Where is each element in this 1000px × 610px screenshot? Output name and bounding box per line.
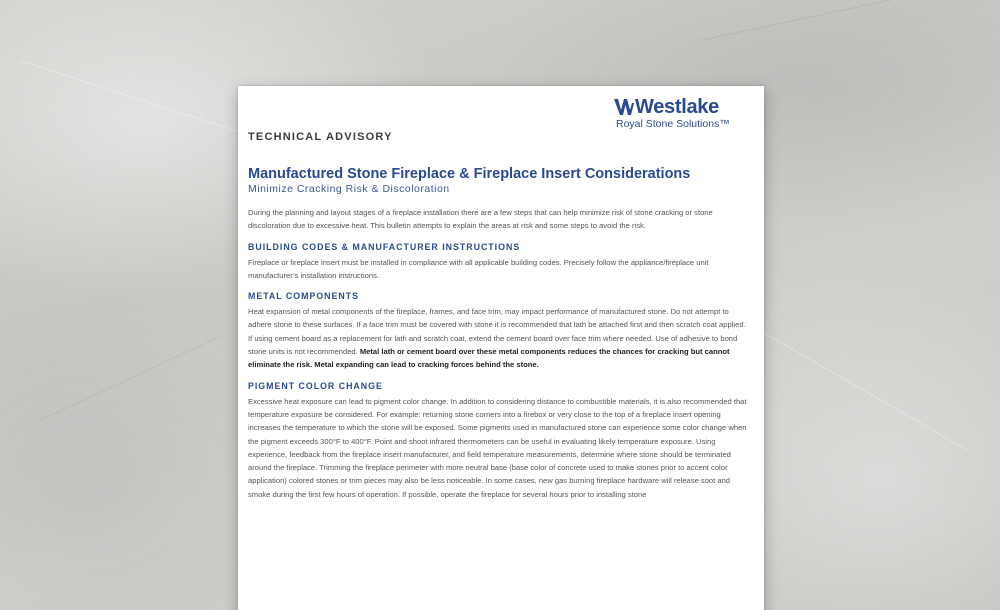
document-label: TECHNICAL ADVISORY [248, 131, 393, 143]
westlake-w-icon [614, 98, 634, 116]
section-body: Excessive heat exposure can lead to pigment color change. In addition to considering distance to combustible materials, it is also recommended that temperature exposure be considered. For example: returning stone corners into a firebox or very close to the top of a fireplace insert opening increases the temperature to which the stone will be exposed. Some pigments used in manufactured stone can experience some color change when the pigment exceeds 300°F to 400°F. Point and shoot infrared thermometers can be useful in evaluating likely temperature exposure. Using experience, feedback from the fireplace insert manufacturer, and field temperature measurements, determine where stone should be terminated around the fireplace. Trimming the fireplace perimeter with more neutral base (base color of concrete used to make stones prior to accent color application) colored stones or trim pieces may also be less noticeable. In some cases, new gas burning fireplace hardware will release soot and smoke during the first few hours of operation. If possible, operate the fireplace for several hours prior to installing stone [248, 396, 747, 499]
logo-tagline: Royal Stone Solutions™ [616, 118, 730, 130]
section-body: Fireplace or fireplace insert must be installed in compliance with all applicable building codes. Precisely follow the appliance/fireplace unit manufacturer’s installation instructions. [248, 257, 709, 280]
document-content [248, 166, 748, 501]
section-heading-building-codes: BUILDING CODES & MANUFACTURER INSTRUCTIONS [248, 241, 521, 252]
marble-vein [40, 336, 222, 421]
section-heading-metal-components: METAL COMPONENTS [248, 291, 359, 302]
section-text-metal-components [248, 305, 748, 371]
intro-paragraph: During the planning and layout stages of a fireplace installation there are a few steps that can help minimize risk of stone cracking or stone discoloration due to excessive heat. This bulletin attempts to explain the areas at risk and some steps to avoid the risk. [248, 208, 713, 231]
document-subtitle: Minimize Cracking Risk & Discoloration [248, 183, 450, 195]
logo-brand-text: Westlake [635, 96, 719, 118]
section-body: Heat expansion of metal components of the fireplace, frames, and face trim, may impact performance of manufactured stone. Do not attempt to adhere stone to these surfaces. If a face trim must be covered with stone it is recommended that lath be attached first and then scratch coat applied. If using cement board as a replacement for lath and scratch coat, extend the cement board over face trim where needed. Use of adhesive to bond stone units is not recommended. [248, 307, 746, 357]
marble-vein [20, 60, 268, 141]
document-title: Manufactured Stone Fireplace & Fireplace Insert Considerations [248, 166, 691, 182]
westlake-logo [614, 96, 734, 130]
logo-brand [614, 96, 734, 118]
document-sheet [238, 86, 764, 610]
section-emphasis: Metal lath or cement board over these metal components reduces the chances for cracking but cannot eliminate the risk. Metal expanding can lead to cracking forces behind the stone. [248, 347, 730, 370]
marble-vein [700, 0, 994, 41]
section-text-pigment-color-change [248, 395, 748, 501]
marble-vein [760, 330, 968, 451]
section-text-building-codes [248, 256, 748, 283]
section-heading-pigment-color-change: PIGMENT COLOR CHANGE [248, 380, 383, 391]
